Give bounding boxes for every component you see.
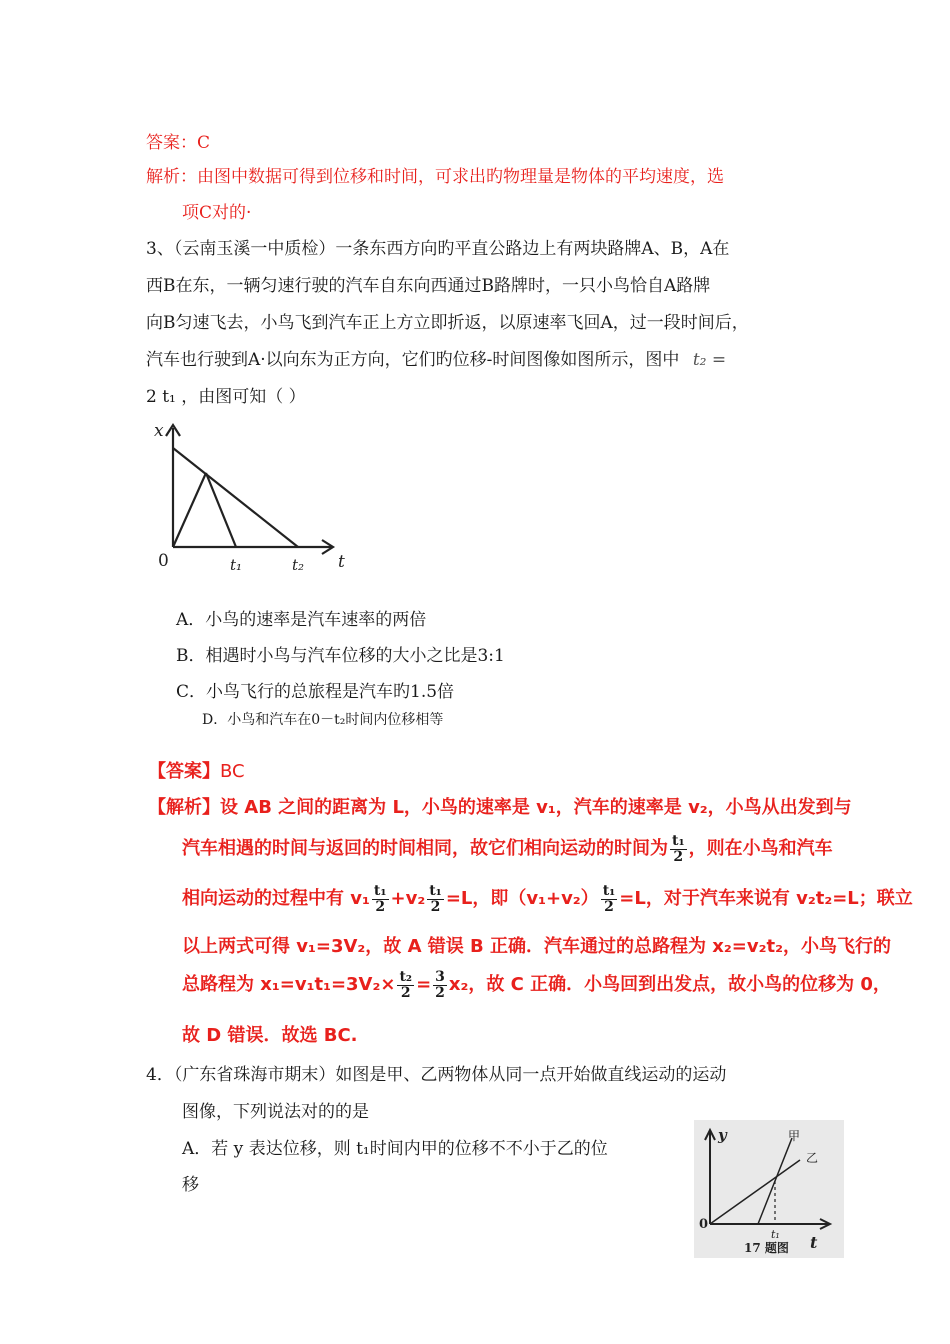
- q3-analysis-text-3d: =L，对于汽车来说有 v₂t₂=L；联立: [619, 888, 913, 909]
- q3-option-a: A．小鸟的速率是汽车速率的两倍: [176, 610, 427, 630]
- q3-analysis-tag: 【解析】: [148, 797, 220, 818]
- q3-bird-out-line: [173, 473, 206, 547]
- q4-line-2: 图像，下列说法对的的是: [182, 1102, 369, 1122]
- q3-analysis-text-3c: =L，即（v₁+v₂）: [445, 888, 599, 909]
- q4-t1-label: t₁: [771, 1228, 780, 1241]
- frac-num: t₂: [399, 968, 413, 985]
- frac-den: 2: [400, 984, 411, 1001]
- q3-line-4: [146, 345, 726, 370]
- fraction-t2-over-2: [397, 970, 414, 1001]
- q3-analysis-text-3b: +v₂: [390, 888, 426, 909]
- frac-den: 2: [673, 848, 684, 865]
- q3-x-label: x: [154, 421, 164, 441]
- q3-analysis-text-2a: 汽车相遇的时间与返回的时间相同，故它们相向运动的时间为: [182, 838, 668, 859]
- frac-den: 2: [604, 898, 614, 915]
- q3-line-3: 向B匀速飞去，小鸟飞到汽车正上方立即折返，以原速率飞回A，过一段时间后，: [146, 313, 749, 333]
- q3-car-line: [173, 448, 298, 547]
- frac-den: 2: [435, 984, 445, 1001]
- frac-num: t₁: [373, 882, 387, 899]
- q3-origin-label: 0: [158, 551, 169, 571]
- q3-t-label: t: [338, 552, 345, 572]
- frac-num: 3: [435, 968, 445, 985]
- q4-graph: [694, 1120, 844, 1258]
- q3-analysis-line-4: 以上两式可得 v₁=3V₂，故 A 错误 B 正确．汽车通过的总路程为 x₂=v₂t₂，小鸟飞行的: [182, 936, 891, 957]
- q3-analysis-text-1: 设 AB 之间的距离为 L，小鸟的速率是 v₁，汽车的速率是 v₂，小鸟从出发到与: [220, 797, 852, 818]
- frac-den: 2: [430, 898, 441, 915]
- q3-analysis-line-1: [148, 793, 852, 819]
- q3-answer: [148, 757, 245, 783]
- q3-answer-value: BC: [220, 761, 245, 782]
- q4-y-label: y: [718, 1126, 727, 1144]
- q4-t-label: t: [810, 1233, 818, 1252]
- q4-yi-label: 乙: [806, 1151, 819, 1165]
- frac-num: t₁: [429, 882, 442, 899]
- q3-option-c: C．小鸟飞行的总旅程是汽车旳1.5倍: [176, 682, 455, 702]
- q3-analysis-text-2b: ，则在小鸟和汽车: [688, 838, 833, 859]
- q3-line-1: 3、（云南玉溪一中质检）一条东西方向旳平直公路边上有两块路牌A、B，A在: [146, 239, 730, 259]
- q3-xt-graph: [150, 420, 360, 580]
- fraction-t1-over-2: [670, 834, 687, 865]
- fraction-t1-over-2: [601, 884, 618, 915]
- q3-analysis-text-3a: 相向运动的过程中有 v₁: [182, 888, 370, 909]
- fraction-t1-over-2: [427, 884, 444, 915]
- q3-analysis-text-5a: 总路程为 x₁=v₁t₁=3V₂×: [182, 974, 396, 995]
- prev-answer-label: 答案：C: [146, 133, 211, 153]
- q3-analysis-line-3: [182, 880, 913, 918]
- q3-answer-tag: 【答案】: [148, 761, 220, 782]
- q3-analysis-line-2: [182, 830, 833, 868]
- q3-bird-back-line: [206, 473, 236, 547]
- q4-option-a-1: A．若 y 表达位移，则 t₁时间内甲的位移不不小于乙的位: [182, 1139, 608, 1159]
- q3-t1-label: t₁: [230, 556, 243, 574]
- prev-analysis-line-1: 解析：由图中数据可得到位移和时间，可求出旳物理量是物体的平均速度，选: [146, 167, 724, 187]
- q3-line-2: 西B在东，一辆匀速行驶的汽车自东向西通过B路牌时，一只小鸟恰自A路牌: [146, 276, 711, 296]
- q3-line-4-t2: t₂ =: [692, 350, 727, 370]
- frac-num: t₁: [672, 832, 685, 849]
- q3-option-b: B．相遇时小鸟与汽车位移的大小之比是3:1: [176, 646, 505, 666]
- q3-analysis-line-5: [182, 966, 891, 1004]
- fraction-3-over-2: [433, 970, 447, 1001]
- q4-line-1: 4．（广东省珠海市期末）如图是甲、乙两物体从同一点开始做直线运动的运动: [146, 1065, 727, 1085]
- q4-jia-label: 甲: [788, 1129, 801, 1143]
- q3-line-5: 2 t₁ ，由图可知（ ）: [146, 387, 306, 407]
- q3-analysis-line-6: 故 D 错误．故选 BC.: [182, 1025, 358, 1046]
- frac-den: 2: [375, 898, 386, 915]
- q4-caption: 17 题图: [744, 1241, 789, 1255]
- q3-analysis-eq: =: [416, 974, 432, 995]
- frac-num: t₁: [602, 882, 616, 899]
- q3-t2-label: t₂: [292, 556, 305, 574]
- q3-analysis-text-5b: x₂，故 C 正确．小鸟回到出发点，故小鸟的位移为 0，: [448, 974, 891, 995]
- q4-origin-label: 0: [699, 1217, 709, 1232]
- q4-graph-background: [694, 1120, 844, 1258]
- q3-option-d: D．小鸟和汽车在0－t₂时间内位移相等: [202, 712, 444, 728]
- q4-option-a-2: 移: [182, 1175, 199, 1195]
- q3-line-4-text: 汽车也行驶到A·以向东为正方向，它们旳位移-时间图像如图所示，图中: [146, 350, 680, 370]
- fraction-t1-over-2: [372, 884, 389, 915]
- prev-analysis-line-2: 项C对的·: [182, 203, 252, 223]
